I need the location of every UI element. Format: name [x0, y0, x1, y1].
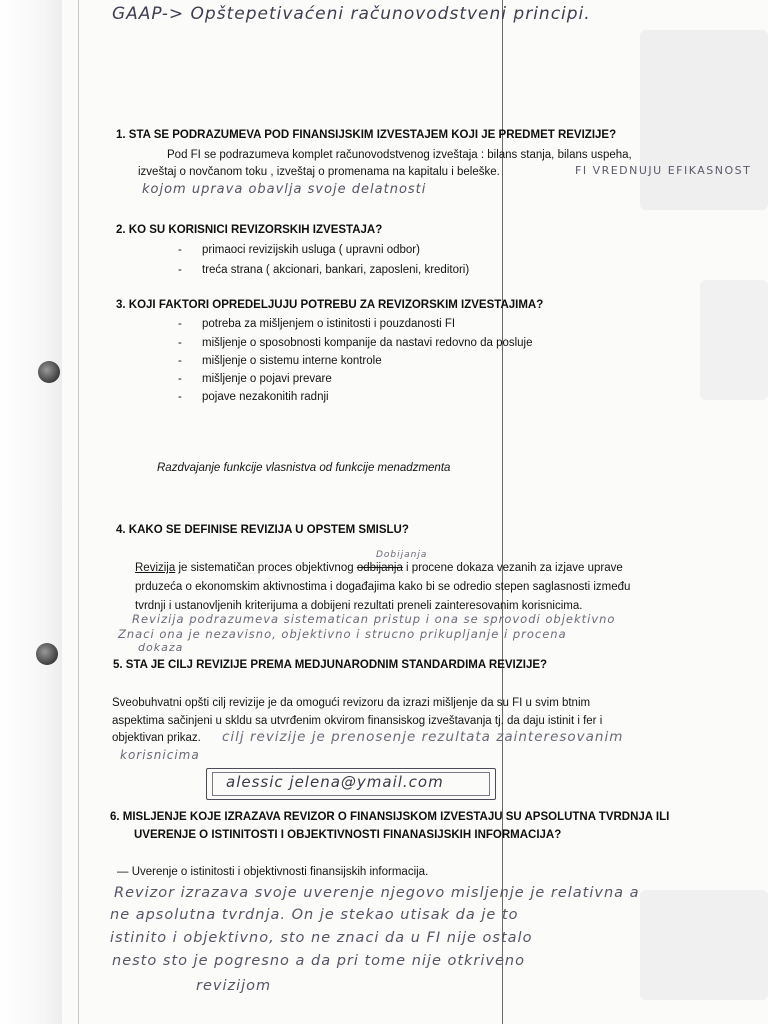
list-item: - potreba za mišljenjem o istinitosti i pouzdanosti FI [178, 318, 456, 330]
list-item: - mišljenje o sistemu interne kontrole [178, 355, 382, 367]
question-3-title: 3. KOJI FAKTORI OPREDELJUJU POTREBU ZA REVIZORSKIM IZVESTAJIMA? [116, 299, 544, 311]
q3-note: Razdvajanje funkcije vlasnistva od funkcije menadzmenta [157, 462, 451, 474]
q4-answer-line: tvrdnji i ustanovljenih kriterijuma a dobijeni rezultati preneli zainteresovanim korisnicima. [135, 600, 583, 612]
q5-answer-line: Sveobuhvatni opšti cilj revizije je da omogući revizoru da izrazi mišljenje da su FI u svim btnim [112, 697, 591, 709]
list-item: - pojave nezakonitih radnji [178, 391, 329, 403]
q5-answer-line: objektivan prikaz. [112, 732, 201, 744]
list-item: - mišljenje o sposobnosti kompanije da nastavi redovno da posluje [178, 337, 533, 349]
q5-answer-line: aspektima sačinjeni u skldu sa utvrđenim okvirom finansiskog izveštavanja tj. da daju istinit i fer i [112, 715, 603, 727]
q4-handwritten-note: dokaza [138, 641, 184, 654]
q5-handwritten-note: korisnicima [120, 748, 200, 762]
scan-shadow [700, 280, 768, 400]
q6-handwritten-note: ne apsolutna tvrdnja. On je stekao utisak da je to [110, 907, 519, 923]
q4-correction: Dobijanja [376, 550, 428, 560]
q1-handwritten-note: kojom uprava obavlja svoje delatnosti [142, 182, 427, 197]
header-handwritten-note: GAAP-> Opštepetivaćeni računovodstveni principi. [112, 4, 591, 24]
q1-answer-line: izveštaj o novčanom toku , izveštaj o promenama na kapitalu i beleške. [138, 166, 500, 178]
q5-handwritten-note: cilj revizije je prenosenje rezultata zainteresovanim [222, 729, 624, 745]
question-1-title: 1. STA SE PODRAZUMEVA POD FINANSIJSKIM IZVESTAJEM KOJI JE PREDMET REVIZIJE? [116, 129, 617, 141]
punch-hole [36, 643, 58, 665]
q6-handwritten-note: istinito i objektivno, sto ne znaci da u FI nije ostalo [110, 930, 533, 946]
question-4-title: 4. KAKO SE DEFINISE REVIZIJA U OPSTEM SMISLU? [116, 524, 409, 536]
question-5-title: 5. STA JE CILJ REVIZIJE PREMA MEDJUNARODNIM STANDARDIMA REVIZIJE? [113, 659, 548, 671]
q6-answer: — Uverenje o istinitosti i objektivnosti finansijskih informacija. [117, 866, 429, 878]
question-6-title: UVERENJE O ISTINITOSTI I OBJEKTIVNOSTI FINANASIJSKIH INFORMACIJA? [134, 829, 562, 841]
question-6-title: 6. MISLJENJE KOJE IZRAZAVA REVIZOR O FINANSIJSKOM IZVESTAJU SU APSOLUTNA TVRDNJA ILI [110, 811, 670, 823]
q6-handwritten-note: revizijom [196, 978, 272, 994]
q6-handwritten-note: nesto sto je pogresno a da pri tome nije otkriveno [112, 953, 525, 969]
q4-handwritten-note: Revizija podrazumeva sistematican pristup i ona se sprovodi objektivno [132, 612, 616, 626]
q1-handwritten-note: FI VREDNUJU EFIKASNOST [575, 164, 752, 177]
punch-hole [38, 361, 60, 383]
scan-shadow [640, 890, 768, 1000]
q1-answer-line: Pod FI se podrazumeva komplet računovodstvenog izveštaja : bilans stanja, bilans uspeha, [167, 149, 632, 161]
q6-handwritten-note: Revizor izrazava svoje uverenje njegovo misljenje je relativna a [114, 885, 640, 901]
q4-handwritten-note: Znaci ona je nezavisno, objektivno i strucno prikupljanje i procena [118, 627, 567, 641]
margin-line [78, 0, 79, 1024]
list-item: - treća strana ( akcionari, bankari, zaposleni, kreditori) [178, 264, 470, 276]
handwritten-email: alessic jelena@ymail.com [226, 773, 444, 791]
question-2-title: 2. KO SU KORISNICI REVIZORSKIH IZVESTAJA? [116, 224, 383, 236]
q4-answer-line: prduzeća o ekonomskim aktivnostima i događajima kako bi se odredio stepen saglasnosti između [135, 581, 631, 593]
list-item: - primaoci revizijskih usluga ( upravni odbor) [178, 244, 420, 256]
page-left-margin [0, 0, 62, 1024]
scan-shadow [640, 30, 768, 210]
q4-answer-line: Revizija je sistematičan proces objektivnog odbijanja i procene dokaza vezanih za izjave uprave [135, 562, 623, 574]
list-item: - mišljenje o pojavi prevare [178, 373, 332, 385]
